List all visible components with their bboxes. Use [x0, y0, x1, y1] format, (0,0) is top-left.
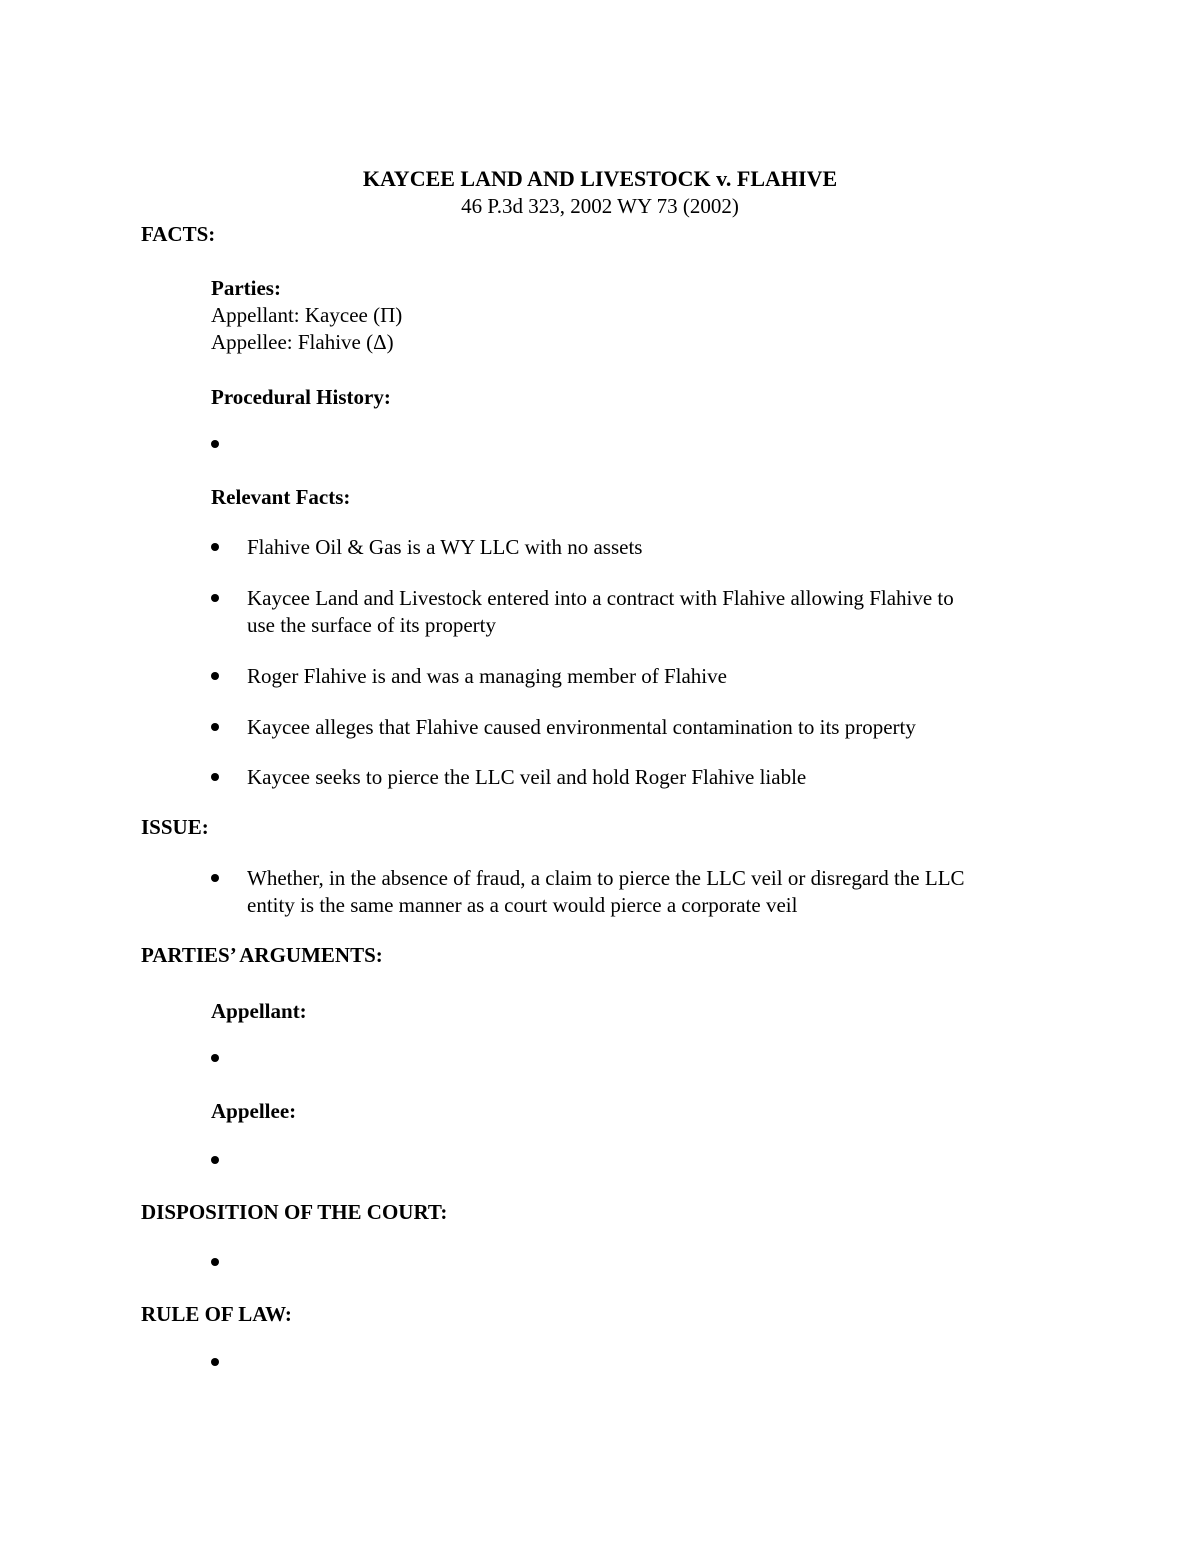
facts-heading: FACTS: — [141, 222, 216, 246]
fact-item: Kaycee Land and Livestock entered into a contract with Flahive allowing Flahive to — [247, 586, 954, 610]
bullet-icon — [211, 543, 219, 551]
rule-of-law-heading: RULE OF LAW: — [141, 1302, 292, 1326]
bullet-icon — [211, 874, 219, 882]
fact-item: Kaycee seeks to pierce the LLC veil and hold Roger Flahive liable — [247, 765, 807, 789]
parties-heading: Parties: — [211, 276, 281, 300]
issue-text-continued: entity is the same manner as a court would pierce a corporate veil — [247, 893, 798, 917]
bullet-icon — [211, 1054, 219, 1062]
issue-heading: ISSUE: — [141, 815, 209, 839]
fact-item: Flahive Oil & Gas is a WY LLC with no assets — [247, 535, 643, 559]
bullet-icon — [211, 723, 219, 731]
bullet-icon — [211, 672, 219, 680]
procedural-history-heading: Procedural History: — [211, 385, 391, 409]
case-citation: 46 P.3d 323, 2002 WY 73 (2002) — [461, 194, 739, 218]
appellee-line: Appellee: Flahive (Δ) — [211, 330, 394, 354]
relevant-facts-heading: Relevant Facts: — [211, 485, 351, 509]
bullet-icon — [211, 594, 219, 602]
bullet-icon — [211, 440, 219, 448]
disposition-heading: DISPOSITION OF THE COURT: — [141, 1200, 448, 1224]
appellant-line: Appellant: Kaycee (Π) — [211, 303, 403, 327]
case-title: KAYCEE LAND AND LIVESTOCK v. FLAHIVE — [362, 166, 838, 191]
arguments-heading: PARTIES’ ARGUMENTS: — [141, 943, 383, 967]
bullet-icon — [211, 1358, 219, 1366]
bullet-icon — [211, 1156, 219, 1164]
fact-item-continued: use the surface of its property — [247, 613, 496, 637]
fact-item: Roger Flahive is and was a managing member of Flahive — [247, 664, 727, 688]
fact-item: Kaycee alleges that Flahive caused environmental contamination to its property — [247, 715, 916, 739]
appellant-argument-heading: Appellant: — [211, 999, 307, 1023]
bullet-icon — [211, 1258, 219, 1266]
bullet-icon — [211, 773, 219, 781]
appellee-argument-heading: Appellee: — [211, 1099, 297, 1123]
issue-text: Whether, in the absence of fraud, a claim to pierce the LLC veil or disregard the LLC — [247, 866, 965, 890]
